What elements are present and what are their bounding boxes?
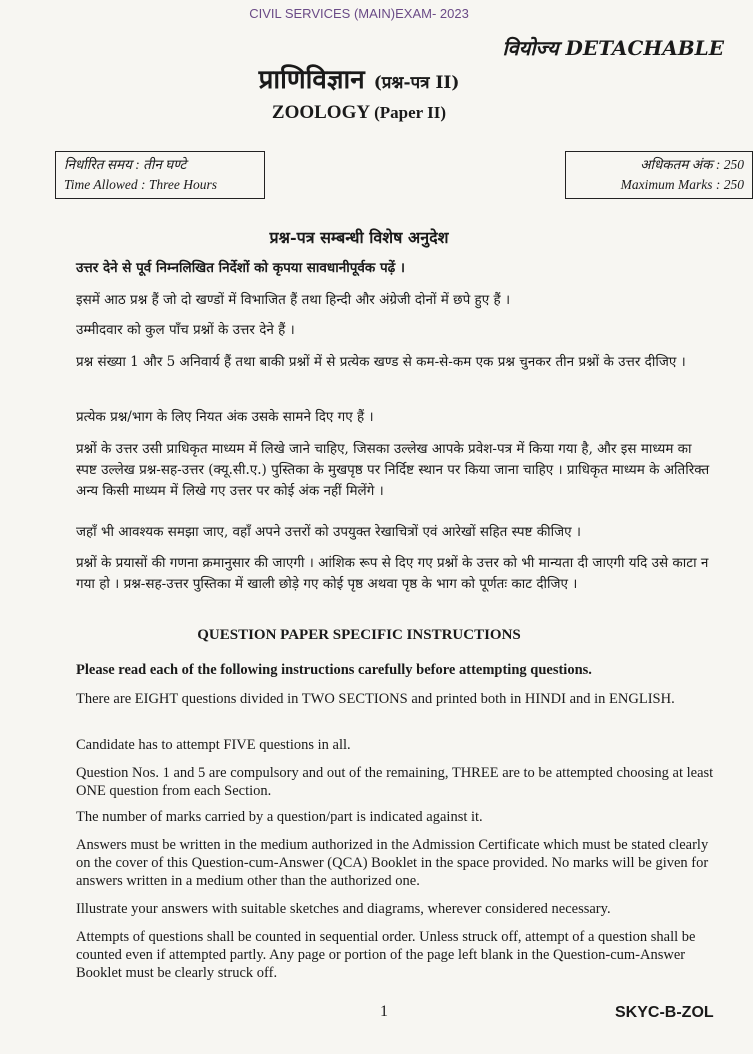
subject-hindi: प्राणिविज्ञान xyxy=(258,65,365,95)
instruction-intro-hindi: उत्तर देने से पूर्व निम्नलिखित निर्देशों को कृपया सावधानीपूर्वक पढ़ें । xyxy=(76,260,406,276)
time-hindi: निर्धारित समय : तीन घण्टे xyxy=(64,157,187,172)
paper-title-english xyxy=(0,102,718,124)
exam-header: CIVIL SERVICES (MAIN)EXAM- 2023 xyxy=(249,6,469,21)
time-english: Time Allowed : Three Hours xyxy=(64,177,218,192)
marks-hindi: अधिकतम अंक : 250 xyxy=(640,157,744,172)
instructions-heading-hindi: प्रश्न-पत्र सम्बन्धी विशेष अनुदेश xyxy=(269,228,449,247)
subject-english: ZOOLOGY xyxy=(271,102,370,123)
instruction-hindi-2: उम्मीदवार को कुल पाँच प्रश्नों के उत्तर देने हैं । xyxy=(76,322,295,338)
instruction-hindi-3: प्रश्न संख्या 1 और 5 अनिवार्य हैं तथा बाकी प्रश्नों में से प्रत्येक खण्ड से कम-से-कम एक प्रश्न चुनकर तीन प्रश्नों के उत्तर दीजिए । xyxy=(76,354,686,370)
instruction-hindi-4: प्रत्येक प्रश्न/भाग के लिए नियत अंक उसके सामने दिए गए हैं । xyxy=(76,409,374,425)
paper-number-english: (Paper II) xyxy=(374,103,447,122)
instruction-english-5: Answers must be written in the medium authorized in the Admission Certificate which must be stated clearly on the cover of this Question-cum-Answer (QCA) Booklet in the space provided. No marks will be given for answers written in a medium other than the authorized one. xyxy=(76,837,709,889)
instruction-english-7: Attempts of questions shall be counted in sequential order. Unless struck off, attempt of a question shall be counted even if attempted partly. Any page or portion of the page left blank in the Question-cum-Answer Booklet must be clearly struck off. xyxy=(76,929,696,981)
instruction-english-4: The number of marks carried by a question/part is indicated against it. xyxy=(76,809,483,825)
instruction-intro-english: Please read each of the following instructions carefully before attempting questions. xyxy=(76,662,592,678)
maximum-marks-box xyxy=(565,151,753,199)
instruction-hindi-1: इसमें आठ प्रश्न हैं जो दो खण्डों में विभाजित हैं तथा हिन्दी और अंग्रेजी दोनों में छपे हुए हैं । xyxy=(76,292,511,308)
page-number: 1 xyxy=(380,1003,388,1020)
instruction-hindi-6: जहाँ भी आवश्यक समझा जाए, वहाँ अपने उत्तरों को उपयुक्त रेखाचित्रों एवं आरेखों सहित स्पष्ट कीजिए । xyxy=(76,524,581,540)
paper-code: SKYC-B-ZOL xyxy=(615,1004,714,1021)
paper-title-hindi xyxy=(0,60,718,96)
instruction-english-3: Question Nos. 1 and 5 are compulsory and out of the remaining, THREE are to be attempted choosing at least ONE question from each Section. xyxy=(76,765,714,799)
paper-number-hindi: (प्रश्न-पत्र II) xyxy=(373,73,460,93)
marks-english: Maximum Marks : 250 xyxy=(620,177,744,192)
instructions-heading-english: QUESTION PAPER SPECIFIC INSTRUCTIONS xyxy=(197,627,521,643)
instruction-english-6: Illustrate your answers with suitable sketches and diagrams, wherever considered necessary. xyxy=(76,901,611,917)
instruction-hindi-7: प्रश्नों के प्रयासों की गणना क्रमानुसार की जाएगी । आंशिक रूप से दिए गए प्रश्नों के उत्तर को भी मान्यता दी जाएगी यदि उसे काटा न गया हो । प्रश्न-सह-उत्तर पुस्तिका में खाली छोड़े गए कोई पृष्ठ अथवा पृष्ठ के भाग को पूर्णतः काट दीजिए । xyxy=(76,555,709,592)
detachable-label: वियोज्य DETACHABLE xyxy=(502,36,724,60)
instruction-hindi-5: प्रश्नों के उत्तर उसी प्राधिकृत माध्यम में लिखे जाने चाहिए, जिसका उल्लेख आपके प्रवेश-पत्र में किया गया है, और इस माध्यम का स्पष्ट उल्लेख प्रश्न-सह-उत्तर (क्यू.सी.ए.) पुस्तिका के मुखपृष्ठ पर निर्दिष्ट स्थान पर किया जाना चाहिए । प्राधिकृत माध्यम के अतिरिक्त अन्य किसी माध्यम में लिखे गए उत्तर पर कोई अंक नहीं मिलेंगे । xyxy=(76,441,710,499)
instruction-english-2: Candidate has to attempt FIVE questions in all. xyxy=(76,737,351,753)
instruction-english-1: There are EIGHT questions divided in TWO SECTIONS and printed both in HINDI and in ENGLISH. xyxy=(76,691,675,707)
time-allowed-box xyxy=(55,151,265,199)
